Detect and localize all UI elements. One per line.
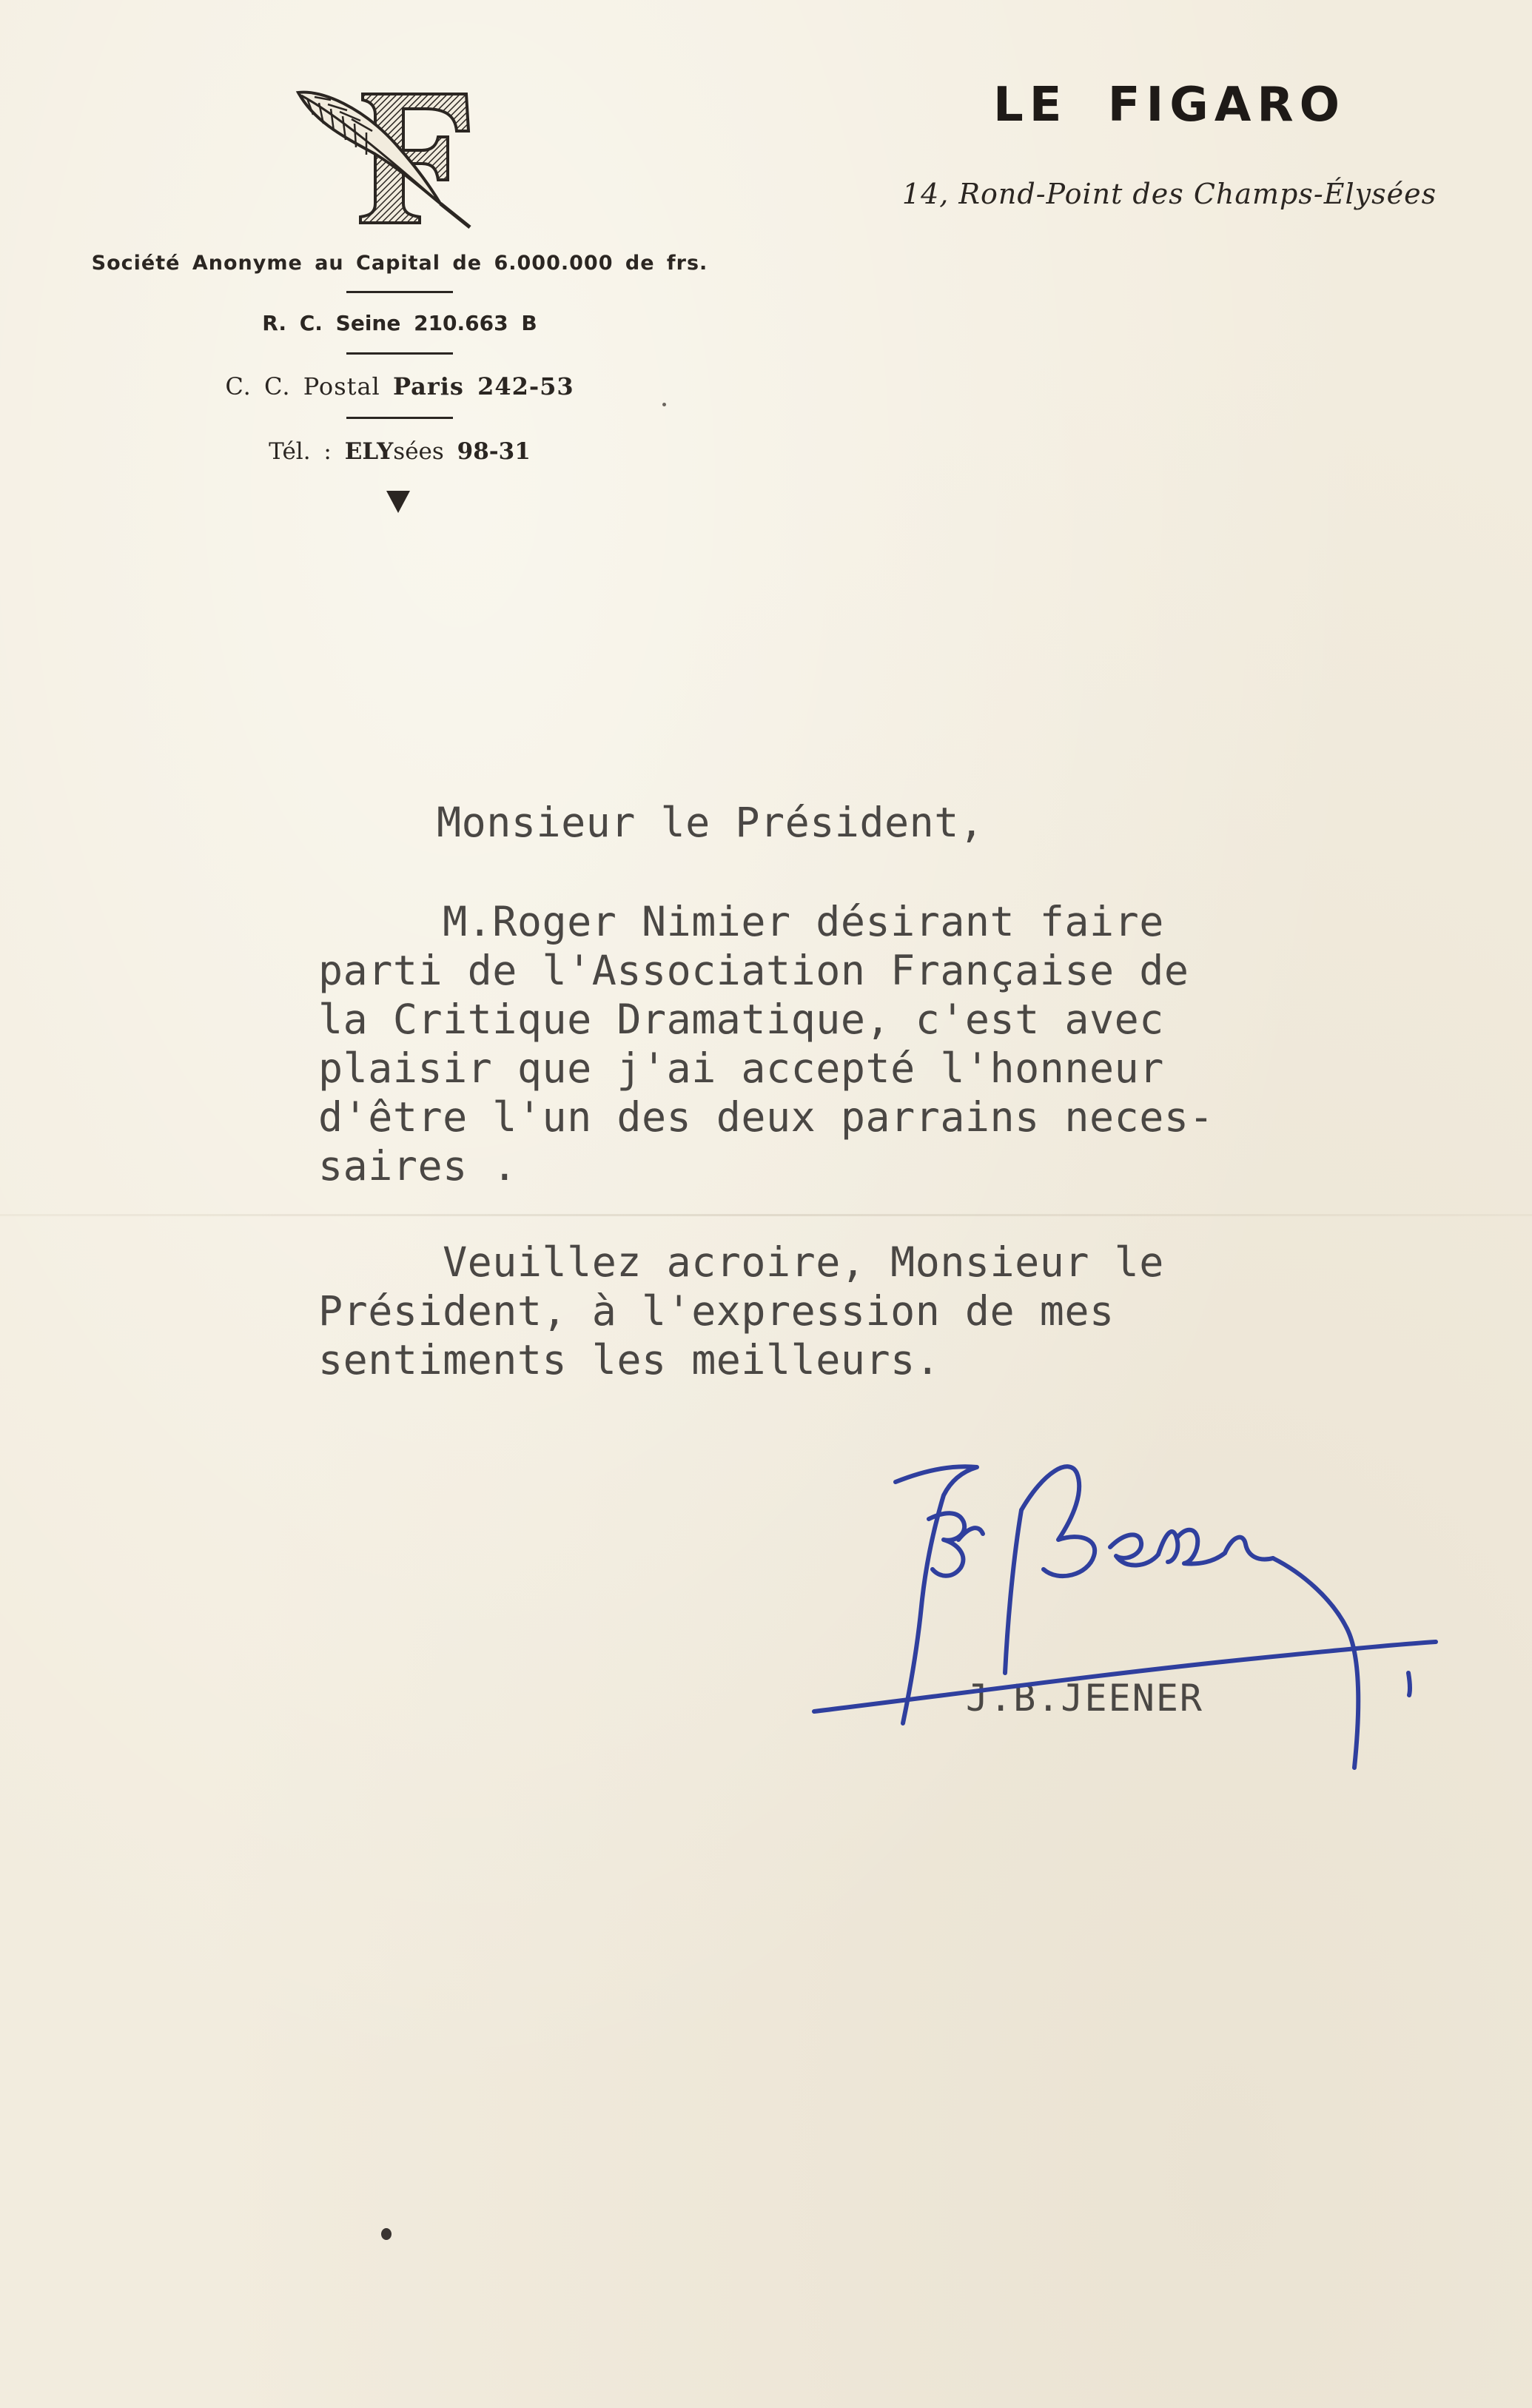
salutation: Monsieur le Président, bbox=[437, 799, 984, 846]
ink-blot bbox=[381, 2228, 392, 2240]
company-capital-line: Société Anonyme au Capital de 6.000.000 de frs. bbox=[91, 252, 708, 275]
divider-rule bbox=[346, 352, 453, 355]
paper-fold bbox=[0, 1214, 1532, 1216]
divider-rule bbox=[346, 417, 453, 419]
typed-signatory-name: J.B.JEENER bbox=[966, 1677, 1204, 1720]
trade-register-line: R. C. Seine 210.663 B bbox=[262, 311, 537, 335]
telephone-line bbox=[0, 438, 799, 465]
postal-account-number: Paris 242-53 bbox=[392, 372, 574, 400]
telephone-prefix: Tél. : bbox=[269, 438, 345, 465]
handwritten-signature bbox=[799, 1451, 1465, 1806]
postal-account-prefix: C. C. Postal bbox=[225, 372, 393, 400]
ink-speck bbox=[662, 403, 666, 406]
figaro-quill-logo bbox=[292, 85, 492, 233]
newspaper-name: LE FIGARO bbox=[992, 78, 1346, 133]
divider-rule bbox=[346, 291, 453, 293]
triangle-marker-icon bbox=[386, 491, 410, 513]
newspaper-address: 14, Rond-Point des Champs-Élysées bbox=[901, 178, 1437, 210]
postal-account-line bbox=[0, 372, 799, 400]
body-paragraph-1: M.Roger Nimier désirant faire parti de l'Association Française de la Critique Dramatique, c'est avec plaisir que j'ai accepté l'honneur d'être l'un des deux parrains neces- saires . bbox=[318, 898, 1214, 1190]
telephone-exchange-rest: sées bbox=[393, 438, 457, 465]
telephone-number: 98-31 bbox=[457, 438, 531, 465]
body-paragraph-2: Veuillez acroire, Monsieur le Président, à l'expression de mes sentiments les meilleurs. bbox=[318, 1238, 1164, 1384]
telephone-exchange: ELY bbox=[344, 438, 394, 465]
